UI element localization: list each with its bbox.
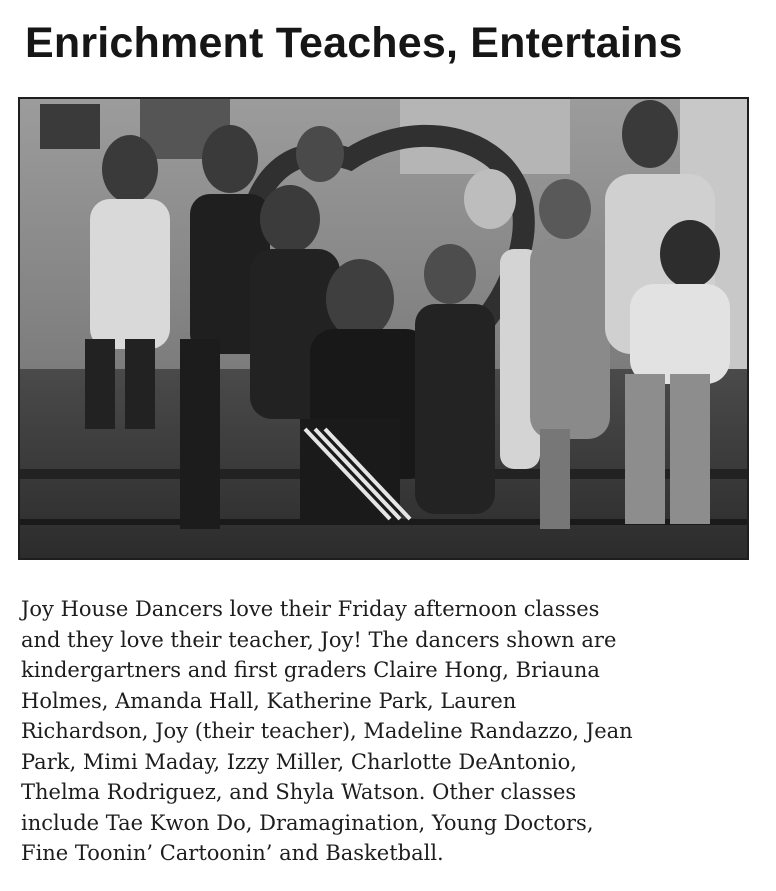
caption-line: Joy House Dancers love their Friday afternoon classes — [21, 597, 600, 621]
caption-line: Thelma Rodriguez, and Shyla Watson. Other classes — [21, 780, 577, 804]
caption-line: Holmes, Amanda Hall, Katherine Park, Lauren — [21, 688, 517, 713]
caption-line: and they love their teacher, Joy! The dancers shown are — [21, 627, 617, 652]
caption-line: include Tae Kwon Do, Dramagination, Young Doctors, — [21, 810, 594, 835]
caption-line: Fine Toonin’ Cartoonin’ and Basketball. — [21, 841, 444, 865]
caption-line: Park, Mimi Maday, Izzy Miller, Charlotte DeAntonio, — [21, 749, 577, 774]
dancers-photo — [18, 97, 749, 560]
striped-pants — [300, 419, 410, 519]
wall-poster — [40, 104, 100, 149]
caption-line: kindergartners and first graders Claire Hong, Briauna — [21, 658, 600, 682]
caption-line: Richardson, Joy (their teacher), Madeline Randazzo, Jean — [21, 719, 633, 743]
photo-illustration — [20, 99, 747, 558]
photo-caption — [21, 594, 761, 869]
article-headline: Enrichment Teaches, Entertains — [25, 19, 683, 67]
